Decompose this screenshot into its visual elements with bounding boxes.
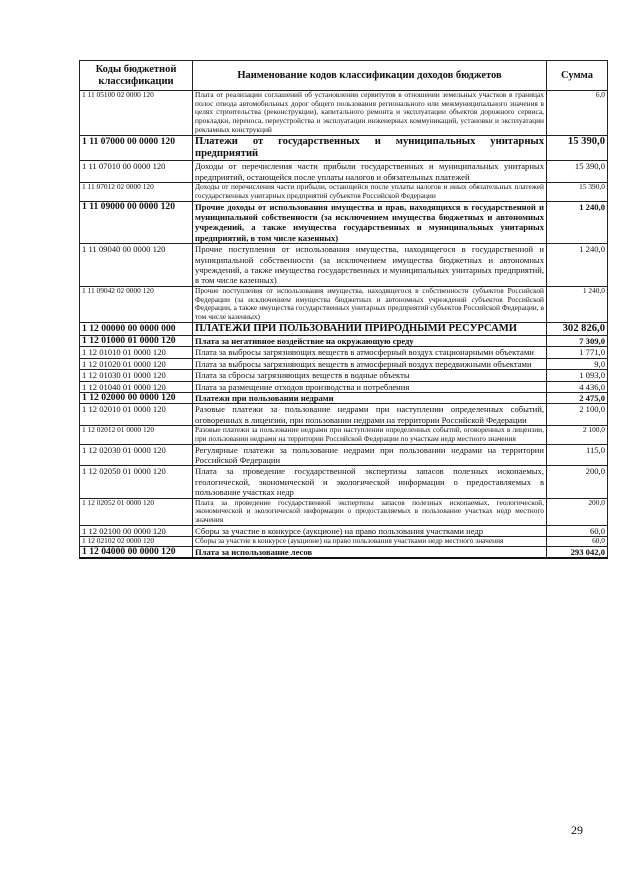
- table-row: [80, 525, 608, 536]
- table-row: [80, 336, 608, 347]
- table-row: [80, 135, 608, 161]
- table-row: [80, 161, 608, 183]
- row-sum-cell: 115,0: [547, 444, 608, 466]
- row-name-cell: Платежи от государственных и муниципальных унитарных предприятий: [193, 135, 547, 161]
- table-row: [80, 404, 608, 426]
- row-name-cell: Прочие поступления от использования имущества, находящегося в государственной и муниципальной собственности (за исключением имущества бюджетных и автономных учреждений, а также имущества государственных и муниципальных унитарных предприятий, в том числе казенных): [193, 244, 547, 287]
- table-row: [80, 381, 608, 392]
- revenue-classification-table: [79, 60, 608, 559]
- row-code-cell: 1 12 02100 00 0000 120: [80, 525, 193, 536]
- row-code-cell: 1 12 02000 00 0000 120: [80, 393, 193, 404]
- row-name-cell: Доходы от перечисления части прибыли государственных и муниципальных унитарных предприятий, остающейся после уплаты налогов и обязательных платежей: [193, 161, 547, 183]
- table-row: [80, 201, 608, 244]
- table-body: [80, 91, 608, 559]
- row-name-cell: Платежи при пользовании недрами: [193, 393, 547, 404]
- table-row: [80, 426, 608, 444]
- table-row: [80, 183, 608, 201]
- table-row: [80, 286, 608, 322]
- row-name-cell: Доходы от перечисления части прибыли, остающейся после уплаты налогов и иных обязательных платежей государственных унитарных предприятий субъектов Российской Федерации: [193, 183, 547, 201]
- row-code-cell: 1 11 07000 00 0000 120: [80, 135, 193, 161]
- row-code-cell: 1 12 01040 01 0000 120: [80, 381, 193, 392]
- row-code-cell: 1 12 01030 01 0000 120: [80, 370, 193, 381]
- row-code-cell: 1 12 04000 00 0000 120: [80, 546, 193, 558]
- row-sum-cell: 15 390,0: [547, 135, 608, 161]
- row-name-cell: Сборы за участие в конкурсе (аукционе) на право пользования участками недр: [193, 525, 547, 536]
- table-row: [80, 537, 608, 547]
- row-sum-cell: 2 100,0: [547, 426, 608, 444]
- row-sum-cell: 1 240,0: [547, 244, 608, 287]
- row-name-cell: Плата за размещение отходов производства и потребления: [193, 381, 547, 392]
- row-name-cell: Регулярные платежи за пользование недрами при пользовании недрами на территории Российской Федерации: [193, 444, 547, 466]
- table-row: [80, 322, 608, 335]
- row-sum-cell: 15 390,0: [547, 183, 608, 201]
- row-code-cell: 1 12 00000 00 0000 000: [80, 322, 193, 335]
- row-code-cell: 1 12 02050 01 0000 120: [80, 466, 193, 498]
- row-code-cell: 1 12 02052 01 0000 120: [80, 498, 193, 525]
- table-row: [80, 370, 608, 381]
- row-sum-cell: 6,0: [547, 91, 608, 136]
- header-sum: Сумма: [547, 61, 608, 91]
- row-sum-cell: 60,0: [547, 525, 608, 536]
- row-code-cell: 1 12 02102 02 0000 120: [80, 537, 193, 547]
- row-name-cell: Прочие доходы от использования имущества и прав, находящихся в государственной и муниципальной собственности (за исключением имущества бюджетных и автономных учреждений, а также имущества государственных и муниципальных унитарных предприятий, в том числе казенных): [193, 201, 547, 244]
- row-sum-cell: 7 309,0: [547, 336, 608, 347]
- row-sum-cell: 1 093,0: [547, 370, 608, 381]
- row-name-cell: Плата за проведение государственной экспертизы запасов полезных ископаемых, геологической, экономической и экологической информации о предоставляемых в пользование участках недр местного значения: [193, 498, 547, 525]
- row-code-cell: 1 11 07010 00 0000 120: [80, 161, 193, 183]
- table-row: [80, 466, 608, 498]
- table-row: [80, 393, 608, 404]
- row-name-cell: Плата за сбросы загрязняющих веществ в водные объекты: [193, 370, 547, 381]
- table-row: [80, 347, 608, 358]
- row-name-cell: Прочие поступления от использования имущества, находящегося в собственности субъектов Российской Федерации (за исключением имущества бюджетных и автономных учреждений субъектов Российской Федерации, а также имущества государственных унитарных предприятий субъектов Российской Федерации, в том числе казенных): [193, 286, 547, 322]
- row-code-cell: 1 12 02030 01 0000 120: [80, 444, 193, 466]
- table-row: [80, 498, 608, 525]
- row-sum-cell: 2 100,0: [547, 404, 608, 426]
- row-sum-cell: 200,0: [547, 498, 608, 525]
- row-sum-cell: 1 771,0: [547, 347, 608, 358]
- row-name-cell: Плата за выбросы загрязняющих веществ в атмосферный воздух передвижными объектами: [193, 358, 547, 369]
- row-sum-cell: 4 436,0: [547, 381, 608, 392]
- header-code: Коды бюджетной классификации: [80, 61, 193, 91]
- table-row: [80, 546, 608, 558]
- row-name-cell: Сборы за участие в конкурсе (аукционе) на право пользования участками недр местного значения: [193, 537, 547, 547]
- row-code-cell: 1 12 02010 01 0000 120: [80, 404, 193, 426]
- table-header-row: [80, 61, 608, 91]
- row-sum-cell: 9,0: [547, 358, 608, 369]
- row-code-cell: 1 12 01000 01 0000 120: [80, 336, 193, 347]
- row-code-cell: 1 11 07012 02 0000 120: [80, 183, 193, 201]
- row-sum-cell: 302 826,0: [547, 322, 608, 335]
- row-name-cell: Разовые платежи за пользование недрами при наступлении определенных событий, оговоренных в лицензии, при пользовании недрами на территории Российской Федерации: [193, 404, 547, 426]
- table-row: [80, 358, 608, 369]
- row-name-cell: Плата от реализации соглашений об установлении сервитутов в отношении земельных участков в границах полос отвода автомобильных дорог общего пользования регионального или межмуниципального значения в целях строительства (реконструкции), капитального ремонта и эксплуатации объектов дорожного сервиса, прокладки, переноса, переустройства и эксплуатации инженерных коммуникаций, установки и эксплуатации рекламных конструкций: [193, 91, 547, 136]
- row-name-cell: Разовые платежи за пользование недрами при наступлении определенных событий, оговоренных в лицензии, при пользовании недрами на территории Российской Федерации по участкам недр местного значения: [193, 426, 547, 444]
- row-code-cell: 1 12 02012 01 0000 120: [80, 426, 193, 444]
- row-name-cell: ПЛАТЕЖИ ПРИ ПОЛЬЗОВАНИИ ПРИРОДНЫМИ РЕСУРСАМИ: [193, 322, 547, 335]
- table-row: [80, 91, 608, 136]
- table-row: [80, 444, 608, 466]
- row-code-cell: 1 11 09000 00 0000 120: [80, 201, 193, 244]
- row-name-cell: Плата за негативное воздействие на окружающую среду: [193, 336, 547, 347]
- row-code-cell: 1 11 09042 02 0000 120: [80, 286, 193, 322]
- row-sum-cell: 60,0: [547, 537, 608, 547]
- page-number: 29: [571, 823, 583, 837]
- table-row: [80, 244, 608, 287]
- row-sum-cell: 15 390,0: [547, 161, 608, 183]
- row-sum-cell: 293 042,0: [547, 546, 608, 558]
- row-name-cell: Плата за использование лесов: [193, 546, 547, 558]
- row-sum-cell: 1 240,0: [547, 286, 608, 322]
- row-name-cell: Плата за проведение государственной экспертизы запасов полезных ископаемых, геологической, экономической и экологической информации о предоставляемых в пользование участках недр: [193, 466, 547, 498]
- row-sum-cell: 1 240,0: [547, 201, 608, 244]
- row-code-cell: 1 11 05100 02 0000 120: [80, 91, 193, 136]
- row-sum-cell: 200,0: [547, 466, 608, 498]
- row-code-cell: 1 12 01020 01 0000 120: [80, 358, 193, 369]
- header-name: Наименование кодов классификации доходов бюджетов: [193, 61, 547, 91]
- row-code-cell: 1 12 01010 01 0000 120: [80, 347, 193, 358]
- row-code-cell: 1 11 09040 00 0000 120: [80, 244, 193, 287]
- row-name-cell: Плата за выбросы загрязняющих веществ в атмосферный воздух стационарными объектами: [193, 347, 547, 358]
- row-sum-cell: 2 475,0: [547, 393, 608, 404]
